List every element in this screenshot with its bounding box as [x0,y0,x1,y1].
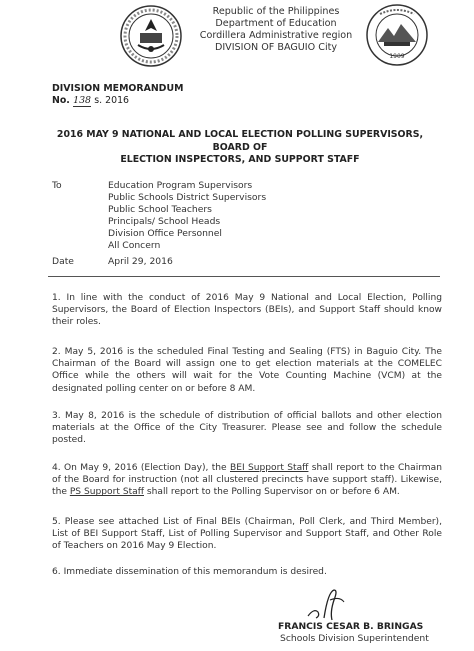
recipient-item: Education Program Supervisors [108,180,253,191]
signatory-name: FRANCIS CESAR B. BRINGAS [278,621,424,632]
recipient-item: All Concern [108,240,161,252]
deped-seal-icon [120,5,182,67]
paragraph-1: 1. In line with the conduct of 2016 May 9 National and Local Election, Polling Supervisors, the Board of Election Inspectors (BEIs), and Support Staff should know their roles. [52,293,442,328]
paragraph-4-text: shall report to the Polling Supervisor on or before 6 AM. [144,487,400,498]
recipient-item: Public School Teachers [108,204,212,216]
recipient-list [108,180,266,253]
deped-seal [120,5,182,67]
paragraph-4-text: shall report to the Chairman of the Board for instruction (not all clustered precincts have support staff). Likewise, the [52,463,443,498]
paragraph-4-text: 4. On May 9, 2016 (Election Day), the [52,463,230,473]
paragraph-3: 3. May 8, 2016 is the schedule of distribution of official ballots and other election materials at the Office of the City Treasurer. Please see and follow the schedule posted. [52,411,442,446]
recipient-item: Principals/ School Heads [108,216,221,228]
header-division: DIVISION OF BAGUIO City [214,42,338,53]
signatory-title: Schools Division Superintendent [280,633,429,644]
memo-series: s. 2016 [94,95,129,106]
baguio-seal-icon [366,4,428,66]
memo-title [40,129,440,167]
signature-scribble-icon [300,586,360,624]
seal-year: 1909 [389,53,405,60]
header-region: Cordillera Administrative region [199,30,353,41]
recipient-item: Public Schools District Supervisors [108,192,267,204]
title-line-2: ELECTION INSPECTORS, AND SUPPORT STAFF [120,154,360,165]
recipient-item: Division Office Personnel [108,228,222,240]
header-department: Department of Education [215,18,337,29]
handwritten-signature [300,586,360,624]
title-line-1: 2016 MAY 9 NATIONAL AND LOCAL ELECTION POLLING SUPERVISORS, BOARD OF [56,129,424,153]
paragraph-2: 2. May 5, 2016 is the scheduled Final Testing and Sealing (FTS) in Baguio City. The Chairman of the Board will assign one to get election materials at the COMELEC Office while the others will wait for the Vote Counting Machine (VCM) at the designated polling center on or before 8 AM. [52,347,442,394]
date-value: April 29, 2016 [108,256,173,267]
to-label: To [52,180,62,191]
date-label: Date [52,256,74,267]
memo-no-prefix: No. [52,95,70,106]
paragraph-5: 5. Please see attached List of Final BEIs (Chairman, Poll Clerk, and Third Member), List of BEI Support Staff, List of Polling Supervisor and Support Staff, and Other Role of Teachers on 2016 May 9 Election. [52,517,442,552]
baguio-city-seal [366,4,428,66]
bei-support-staff-text: BEI Support Staff [229,463,309,473]
divider-line [48,276,440,277]
paragraph-6: 6. Immediate dissemination of this memorandum is desired. [52,567,327,577]
memo-number-row [52,95,129,107]
memo-label: DIVISION MEMORANDUM [52,83,184,94]
ps-support-staff-text: PS Support Staff [69,487,144,498]
paragraph-4 [52,462,442,499]
header-republic: Republic of the Philippines [212,6,340,17]
memo-no-value: 138 [73,95,92,106]
